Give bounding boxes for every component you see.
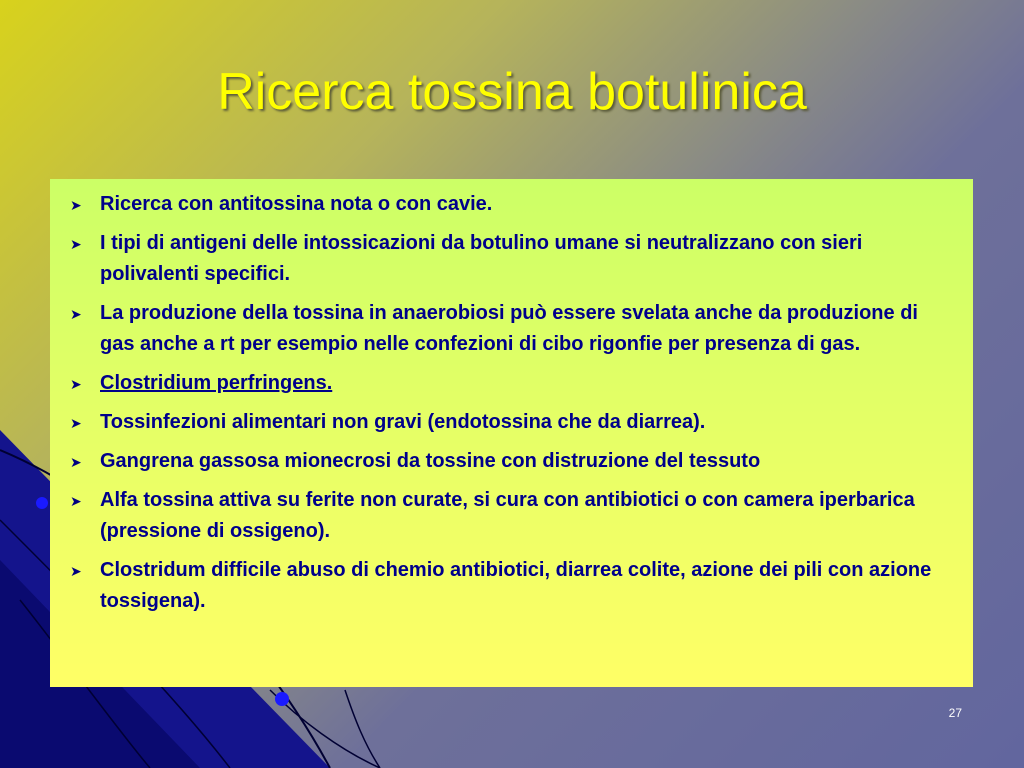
slide-title: Ricerca tossina botulinica xyxy=(217,63,807,121)
slide-number: 27 xyxy=(948,706,962,720)
arrow-bullet-icon: ➤ xyxy=(70,376,82,392)
bullet-item xyxy=(70,189,953,220)
bullet-text: I tipi di antigeni delle intossicazioni da botulino umane si neutralizzano con sieri polivalenti specifici. xyxy=(100,232,863,285)
content-box xyxy=(50,179,973,687)
bullet-text: Ricerca con antitossina nota o con cavie. xyxy=(100,193,493,215)
bullet-item xyxy=(70,485,953,547)
bullet-item xyxy=(70,298,953,360)
bullet-item xyxy=(70,228,953,290)
bullet-text-underlined: Clostridium perfringens. xyxy=(100,372,333,394)
bullet-item xyxy=(70,555,953,617)
arrow-bullet-icon: ➤ xyxy=(70,454,82,470)
bullet-item xyxy=(70,368,953,399)
bullet-text: Tossinfezioni alimentari non gravi (endotossina che da diarrea). xyxy=(100,411,706,433)
arrow-bullet-icon: ➤ xyxy=(70,415,82,431)
arrow-bullet-icon: ➤ xyxy=(70,306,82,322)
bullet-text: Clostridum difficile abuso di chemio antibiotici, diarrea colite, azione dei pili con azione tossigena). xyxy=(100,559,932,612)
bullet-list xyxy=(70,189,953,617)
arrow-bullet-icon: ➤ xyxy=(70,493,82,509)
arrow-bullet-icon: ➤ xyxy=(70,197,82,213)
bullet-item xyxy=(70,446,953,477)
arrow-bullet-icon: ➤ xyxy=(70,236,82,252)
bullet-text: Gangrena gassosa mionecrosi da tossine con distruzione del tessuto xyxy=(100,450,761,472)
arrow-bullet-icon: ➤ xyxy=(70,563,82,579)
bullet-text: La produzione della tossina in anaerobiosi può essere svelata anche da produzione di gas anche a rt per esempio nelle confezioni di cibo rigonfie per presenza di gas. xyxy=(100,302,918,355)
bullet-item xyxy=(70,407,953,438)
bullet-text: Alfa tossina attiva su ferite non curate, si cura con antibiotici o con camera iperbarica (pressione di ossigeno). xyxy=(100,489,915,542)
